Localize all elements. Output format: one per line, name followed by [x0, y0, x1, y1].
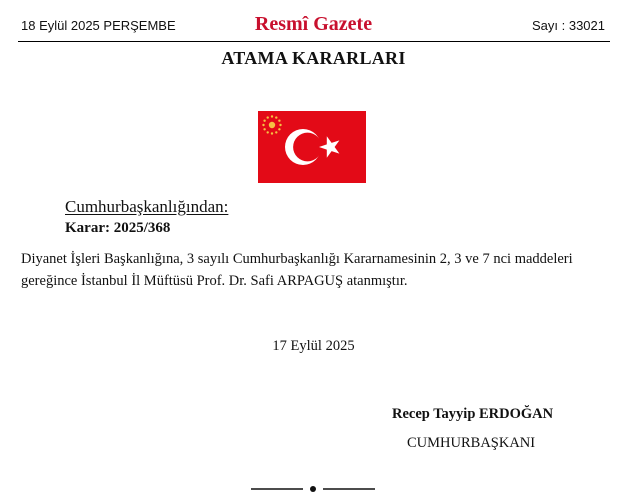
decree-text-line: gereğince İstanbul İl Müftüsü Prof. Dr. Safi ARPAGUŞ atanmıştır.	[21, 273, 408, 289]
decision-number: Karar: 2025/368	[65, 220, 171, 236]
turkish-flag-icon	[258, 111, 366, 183]
signatory-title: CUMHURBAŞKANI	[407, 435, 536, 451]
gazette-title: Resmî Gazete	[254, 13, 373, 35]
section-title: ATAMA KARARLARI	[221, 48, 406, 68]
decree-text	[21, 248, 611, 292]
header-divider	[18, 41, 610, 42]
flag-crescent-inner	[293, 133, 322, 162]
end-of-section-ornament-icon	[251, 480, 375, 496]
signatory-name: Recep Tayyip ERDOĞAN	[392, 406, 554, 422]
publication-date: 18 Eylül 2025 PERŞEMBE	[21, 18, 176, 33]
issuing-authority: Cumhurbaşkanlığından:	[65, 197, 229, 216]
issue-number: Sayı : 33021	[532, 18, 605, 33]
decree-text-line: Diyanet İşleri Başkanlığına, 3 sayılı Cumhurbaşkanlığı Kararnamesinin 2, 3 ve 7 nci maddeleri	[21, 251, 573, 267]
decree-date: 17 Eylül 2025	[272, 338, 355, 354]
